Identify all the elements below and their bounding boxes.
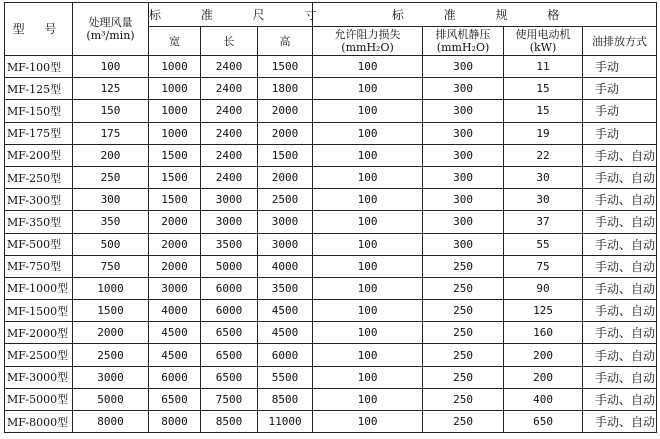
- cell-oil-discharge: 手动: [583, 78, 657, 100]
- cell-oil-discharge: 手动、自动: [583, 366, 657, 388]
- cell-model: MF-1000型: [5, 277, 73, 299]
- cell-static-pressure: 250: [423, 322, 504, 344]
- cell-oil-discharge: 手动: [583, 100, 657, 122]
- cell-static-pressure: 300: [423, 122, 504, 144]
- cell-static-pressure: 250: [423, 411, 504, 433]
- cell-height: 1500: [258, 56, 313, 78]
- cell-static-pressure: 300: [423, 56, 504, 78]
- table-row: [5, 255, 657, 277]
- cell-width: 2000: [149, 255, 201, 277]
- cell-oil-discharge: 手动、自动: [583, 411, 657, 433]
- cell-resistance: 100: [313, 388, 423, 410]
- cell-height: 1800: [258, 78, 313, 100]
- cell-resistance: 100: [313, 366, 423, 388]
- table-row: [5, 411, 657, 433]
- header-model: 型 号: [5, 3, 73, 56]
- table-row: [5, 388, 657, 410]
- cell-width: 4500: [149, 344, 201, 366]
- cell-model: MF-8000型: [5, 411, 73, 433]
- cell-model: MF-750型: [5, 255, 73, 277]
- cell-oil-discharge: 手动: [583, 122, 657, 144]
- cell-oil-discharge: 手动、自动: [583, 277, 657, 299]
- cell-motor-power: 200: [504, 366, 583, 388]
- cell-motor-power: 75: [504, 255, 583, 277]
- cell-resistance: 100: [313, 78, 423, 100]
- cell-motor-power: 19: [504, 122, 583, 144]
- table-body: [5, 56, 657, 433]
- cell-oil-discharge: 手动: [583, 56, 657, 78]
- cell-static-pressure: 300: [423, 100, 504, 122]
- cell-motor-power: 30: [504, 166, 583, 188]
- cell-static-pressure: 300: [423, 233, 504, 255]
- cell-airflow: 1000: [73, 277, 149, 299]
- table-row: [5, 233, 657, 255]
- cell-oil-discharge: 手动、自动: [583, 255, 657, 277]
- table-row: [5, 300, 657, 322]
- cell-static-pressure: 250: [423, 277, 504, 299]
- cell-length: 3000: [201, 189, 258, 211]
- table-row: [5, 344, 657, 366]
- cell-model: MF-150型: [5, 100, 73, 122]
- cell-motor-power: 160: [504, 322, 583, 344]
- cell-height: 4000: [258, 255, 313, 277]
- cell-width: 2000: [149, 233, 201, 255]
- cell-airflow: 5000: [73, 388, 149, 410]
- table-row: [5, 122, 657, 144]
- cell-resistance: 100: [313, 322, 423, 344]
- cell-width: 8000: [149, 411, 201, 433]
- cell-motor-power: 15: [504, 78, 583, 100]
- cell-model: MF-300型: [5, 189, 73, 211]
- cell-airflow: 2500: [73, 344, 149, 366]
- cell-width: 2000: [149, 211, 201, 233]
- cell-motor-power: 55: [504, 233, 583, 255]
- header-length: 长: [201, 27, 258, 56]
- cell-height: 2000: [258, 122, 313, 144]
- table-row: [5, 322, 657, 344]
- cell-height: 1500: [258, 144, 313, 166]
- cell-length: 5000: [201, 255, 258, 277]
- cell-length: 3500: [201, 233, 258, 255]
- cell-airflow: 350: [73, 211, 149, 233]
- table-row: [5, 166, 657, 188]
- table-header: [5, 3, 657, 56]
- cell-motor-power: 200: [504, 344, 583, 366]
- cell-static-pressure: 300: [423, 78, 504, 100]
- cell-airflow: 175: [73, 122, 149, 144]
- cell-model: MF-3000型: [5, 366, 73, 388]
- cell-model: MF-1500型: [5, 300, 73, 322]
- cell-resistance: 100: [313, 211, 423, 233]
- table-row: [5, 189, 657, 211]
- cell-width: 6000: [149, 366, 201, 388]
- cell-length: 6500: [201, 344, 258, 366]
- cell-width: 1000: [149, 100, 201, 122]
- table-row: [5, 277, 657, 299]
- cell-resistance: 100: [313, 144, 423, 166]
- spec-table: [4, 2, 657, 433]
- header-resistance: 允许阻力损失 (mmH₂O): [313, 27, 423, 56]
- cell-width: 1000: [149, 78, 201, 100]
- cell-oil-discharge: 手动、自动: [583, 233, 657, 255]
- cell-airflow: 300: [73, 189, 149, 211]
- cell-oil-discharge: 手动、自动: [583, 388, 657, 410]
- cell-height: 4500: [258, 322, 313, 344]
- header-static-pressure: 排风机静压 (mmH₂O): [423, 27, 504, 56]
- cell-oil-discharge: 手动、自动: [583, 189, 657, 211]
- cell-width: 1500: [149, 144, 201, 166]
- cell-model: MF-250型: [5, 166, 73, 188]
- table-row: [5, 100, 657, 122]
- cell-motor-power: 30: [504, 189, 583, 211]
- cell-model: MF-2000型: [5, 322, 73, 344]
- header-airflow: 处理风量 (m³/min): [73, 3, 149, 56]
- cell-resistance: 100: [313, 122, 423, 144]
- cell-oil-discharge: 手动、自动: [583, 344, 657, 366]
- cell-airflow: 100: [73, 56, 149, 78]
- cell-length: 8500: [201, 411, 258, 433]
- cell-motor-power: 11: [504, 56, 583, 78]
- cell-airflow: 750: [73, 255, 149, 277]
- cell-height: 5500: [258, 366, 313, 388]
- cell-height: 3000: [258, 211, 313, 233]
- cell-static-pressure: 250: [423, 344, 504, 366]
- cell-resistance: 100: [313, 255, 423, 277]
- table-row: [5, 366, 657, 388]
- cell-airflow: 1500: [73, 300, 149, 322]
- cell-width: 4500: [149, 322, 201, 344]
- cell-static-pressure: 250: [423, 255, 504, 277]
- cell-motor-power: 90: [504, 277, 583, 299]
- table-row: [5, 78, 657, 100]
- cell-motor-power: 15: [504, 100, 583, 122]
- cell-length: 6500: [201, 322, 258, 344]
- table-row: [5, 211, 657, 233]
- cell-motor-power: 22: [504, 144, 583, 166]
- cell-static-pressure: 300: [423, 211, 504, 233]
- cell-width: 1500: [149, 189, 201, 211]
- header-spec-group: 标 准 规 格: [313, 3, 657, 27]
- cell-model: MF-125型: [5, 78, 73, 100]
- cell-static-pressure: 300: [423, 166, 504, 188]
- cell-length: 3000: [201, 211, 258, 233]
- cell-static-pressure: 250: [423, 366, 504, 388]
- cell-resistance: 100: [313, 300, 423, 322]
- cell-height: 2500: [258, 189, 313, 211]
- cell-motor-power: 37: [504, 211, 583, 233]
- cell-resistance: 100: [313, 166, 423, 188]
- cell-static-pressure: 250: [423, 388, 504, 410]
- cell-resistance: 100: [313, 277, 423, 299]
- cell-model: MF-5000型: [5, 388, 73, 410]
- cell-airflow: 500: [73, 233, 149, 255]
- cell-width: 3000: [149, 277, 201, 299]
- cell-oil-discharge: 手动、自动: [583, 211, 657, 233]
- cell-model: MF-200型: [5, 144, 73, 166]
- header-dims-group: 标 准 尺 寸: [149, 3, 313, 27]
- cell-length: 2400: [201, 100, 258, 122]
- cell-motor-power: 400: [504, 388, 583, 410]
- cell-oil-discharge: 手动、自动: [583, 144, 657, 166]
- cell-oil-discharge: 手动、自动: [583, 300, 657, 322]
- cell-height: 2000: [258, 100, 313, 122]
- cell-width: 1500: [149, 166, 201, 188]
- cell-height: 3000: [258, 233, 313, 255]
- cell-resistance: 100: [313, 411, 423, 433]
- header-oil-discharge: 油排放方式: [583, 27, 657, 56]
- cell-height: 2000: [258, 166, 313, 188]
- cell-static-pressure: 300: [423, 189, 504, 211]
- cell-static-pressure: 250: [423, 300, 504, 322]
- cell-motor-power: 650: [504, 411, 583, 433]
- cell-model: MF-350型: [5, 211, 73, 233]
- cell-resistance: 100: [313, 344, 423, 366]
- cell-length: 2400: [201, 56, 258, 78]
- cell-length: 7500: [201, 388, 258, 410]
- cell-length: 2400: [201, 144, 258, 166]
- header-motor: 使用电动机 (kW): [504, 27, 583, 56]
- cell-model: MF-100型: [5, 56, 73, 78]
- cell-height: 4500: [258, 300, 313, 322]
- cell-resistance: 100: [313, 189, 423, 211]
- table-row: [5, 144, 657, 166]
- header-width: 宽: [149, 27, 201, 56]
- cell-motor-power: 125: [504, 300, 583, 322]
- cell-length: 2400: [201, 78, 258, 100]
- cell-height: 11000: [258, 411, 313, 433]
- cell-airflow: 250: [73, 166, 149, 188]
- cell-length: 6000: [201, 277, 258, 299]
- cell-height: 6000: [258, 344, 313, 366]
- cell-length: 2400: [201, 166, 258, 188]
- cell-height: 3500: [258, 277, 313, 299]
- cell-model: MF-500型: [5, 233, 73, 255]
- cell-length: 6000: [201, 300, 258, 322]
- cell-length: 2400: [201, 122, 258, 144]
- cell-model: MF-2500型: [5, 344, 73, 366]
- cell-resistance: 100: [313, 56, 423, 78]
- table-row: [5, 56, 657, 78]
- cell-model: MF-175型: [5, 122, 73, 144]
- cell-width: 1000: [149, 56, 201, 78]
- cell-airflow: 125: [73, 78, 149, 100]
- cell-airflow: 8000: [73, 411, 149, 433]
- cell-resistance: 100: [313, 100, 423, 122]
- cell-height: 8500: [258, 388, 313, 410]
- cell-width: 6500: [149, 388, 201, 410]
- cell-resistance: 100: [313, 233, 423, 255]
- cell-width: 4000: [149, 300, 201, 322]
- cell-airflow: 200: [73, 144, 149, 166]
- cell-width: 1000: [149, 122, 201, 144]
- cell-airflow: 150: [73, 100, 149, 122]
- cell-airflow: 2000: [73, 322, 149, 344]
- cell-oil-discharge: 手动、自动: [583, 322, 657, 344]
- header-height: 高: [258, 27, 313, 56]
- cell-static-pressure: 300: [423, 144, 504, 166]
- cell-oil-discharge: 手动、自动: [583, 166, 657, 188]
- cell-airflow: 3000: [73, 366, 149, 388]
- cell-length: 6500: [201, 366, 258, 388]
